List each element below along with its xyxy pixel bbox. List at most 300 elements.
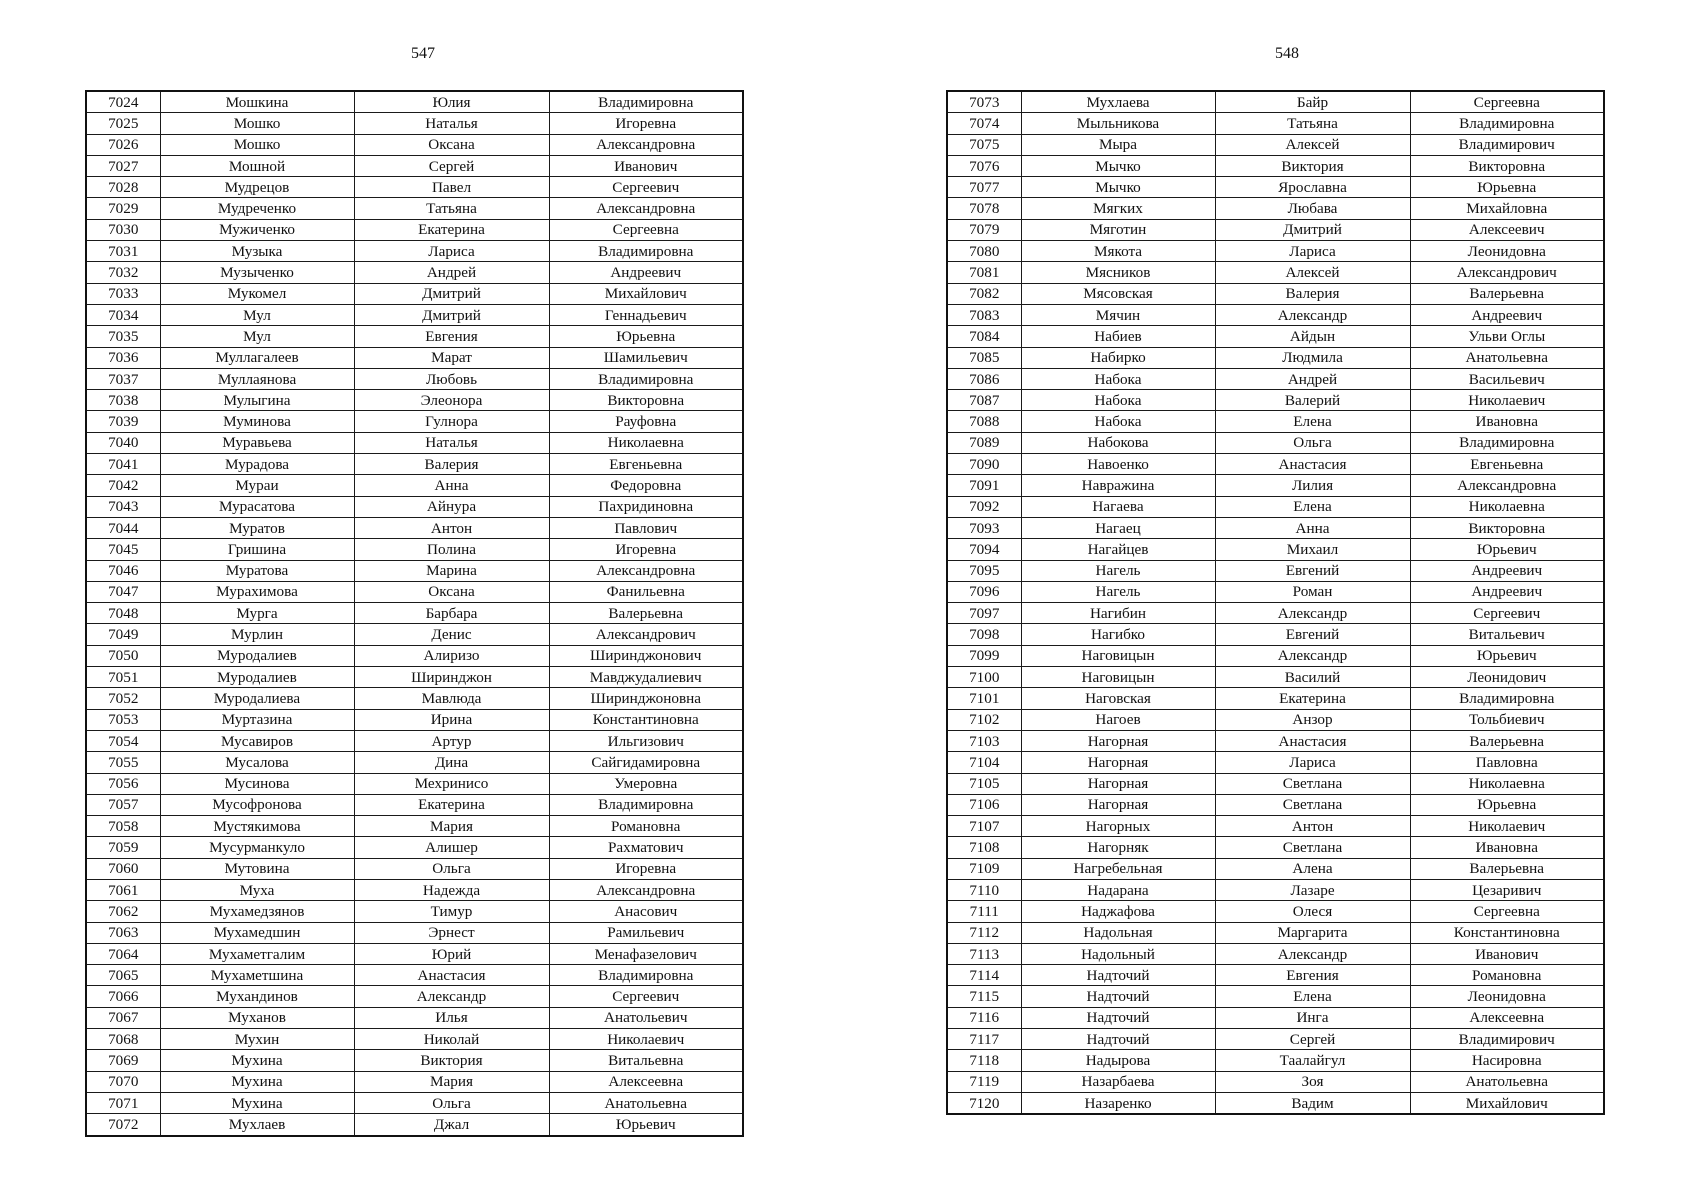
surname-cell: Мухамедзянов: [160, 901, 354, 922]
surname-cell: Мошко: [160, 134, 354, 155]
patronymic-cell: Алексеевич: [1410, 219, 1604, 240]
row-number-cell: 7066: [86, 986, 160, 1007]
table-row: [86, 432, 743, 453]
patronymic-cell: Сайгидамировна: [549, 752, 743, 773]
patronymic-cell: Игоревна: [549, 858, 743, 879]
table-row: [86, 134, 743, 155]
given-name-cell: Сергей: [1215, 1029, 1410, 1050]
surname-cell: Мухлаева: [1021, 91, 1215, 113]
surname-cell: Мусинова: [160, 773, 354, 794]
patronymic-cell: Сергеевич: [549, 177, 743, 198]
row-number-cell: 7030: [86, 219, 160, 240]
row-number-cell: 7103: [947, 730, 1021, 751]
patronymic-cell: Романовна: [549, 816, 743, 837]
table-row: [947, 624, 1604, 645]
given-name-cell: Елена: [1215, 411, 1410, 432]
table-row: [947, 155, 1604, 176]
row-number-cell: 7063: [86, 922, 160, 943]
surname-cell: Наговская: [1021, 688, 1215, 709]
row-number-cell: 7059: [86, 837, 160, 858]
given-name-cell: Александр: [1215, 943, 1410, 964]
surname-cell: Мурлин: [160, 624, 354, 645]
patronymic-cell: Владимировна: [549, 91, 743, 113]
table-row: [947, 603, 1604, 624]
given-name-cell: Валерия: [1215, 283, 1410, 304]
table-row: [947, 730, 1604, 751]
given-name-cell: Анастасия: [1215, 454, 1410, 475]
row-number-cell: 7084: [947, 326, 1021, 347]
row-number-cell: 7085: [947, 347, 1021, 368]
given-name-cell: Вадим: [1215, 1092, 1410, 1114]
given-name-cell: Татьяна: [354, 198, 549, 219]
surname-cell: Музыченко: [160, 262, 354, 283]
surname-cell: Мул: [160, 326, 354, 347]
given-name-cell: Ирина: [354, 709, 549, 730]
given-name-cell: Андрей: [354, 262, 549, 283]
patronymic-cell: Константиновна: [1410, 922, 1604, 943]
row-number-cell: 7092: [947, 496, 1021, 517]
surname-cell: Мухаметшина: [160, 965, 354, 986]
page-number-right: 548: [1275, 45, 1299, 62]
patronymic-cell: Ульви Оглы: [1410, 326, 1604, 347]
given-name-cell: Дмитрий: [354, 304, 549, 325]
given-name-cell: Полина: [354, 539, 549, 560]
table-row: [947, 688, 1604, 709]
given-name-cell: Айнура: [354, 496, 549, 517]
surname-cell: Музыка: [160, 241, 354, 262]
patronymic-cell: Леонидовна: [1410, 986, 1604, 1007]
surname-cell: Набока: [1021, 390, 1215, 411]
row-number-cell: 7027: [86, 155, 160, 176]
table-row: [86, 368, 743, 389]
row-number-cell: 7089: [947, 432, 1021, 453]
table-row: [86, 219, 743, 240]
table-row: [86, 517, 743, 538]
given-name-cell: Екатерина: [354, 219, 549, 240]
table-row: [86, 304, 743, 325]
patronymic-cell: Евгеньевна: [549, 454, 743, 475]
row-number-cell: 7086: [947, 368, 1021, 389]
table-row: [86, 283, 743, 304]
row-number-cell: 7105: [947, 773, 1021, 794]
table-row: [947, 752, 1604, 773]
patronymic-cell: Валерьевна: [1410, 858, 1604, 879]
patronymic-cell: Витальевич: [1410, 624, 1604, 645]
table-row: [947, 304, 1604, 325]
table-row: [947, 219, 1604, 240]
surname-cell: Мухамедшин: [160, 922, 354, 943]
patronymic-cell: Владимировна: [549, 368, 743, 389]
table-row: [947, 1071, 1604, 1092]
surname-cell: Мясников: [1021, 262, 1215, 283]
given-name-cell: Виктория: [1215, 155, 1410, 176]
table-row: [86, 709, 743, 730]
surname-cell: Мясовская: [1021, 283, 1215, 304]
table-row: [86, 688, 743, 709]
row-number-cell: 7104: [947, 752, 1021, 773]
table-row: [86, 241, 743, 262]
table-row: [86, 496, 743, 517]
surname-cell: Назарбаева: [1021, 1071, 1215, 1092]
row-number-cell: 7064: [86, 943, 160, 964]
given-name-cell: Василий: [1215, 667, 1410, 688]
surname-cell: Мычко: [1021, 155, 1215, 176]
surname-cell: Нагорных: [1021, 816, 1215, 837]
patronymic-cell: Николаевна: [549, 432, 743, 453]
patronymic-cell: Юрьевна: [549, 326, 743, 347]
patronymic-cell: Игоревна: [549, 539, 743, 560]
given-name-cell: Инга: [1215, 1007, 1410, 1028]
surname-cell: Муратов: [160, 517, 354, 538]
table-row: [86, 581, 743, 602]
given-name-cell: Илья: [354, 1007, 549, 1028]
given-name-cell: Анна: [354, 475, 549, 496]
surname-cell: Навражина: [1021, 475, 1215, 496]
patronymic-cell: Ивановна: [1410, 411, 1604, 432]
patronymic-cell: Сергеевна: [549, 219, 743, 240]
given-name-cell: Надежда: [354, 879, 549, 900]
table-row: [947, 475, 1604, 496]
surname-cell: Муллагалеев: [160, 347, 354, 368]
given-name-cell: Анастасия: [1215, 730, 1410, 751]
given-name-cell: Павел: [354, 177, 549, 198]
surname-cell: Нагорная: [1021, 730, 1215, 751]
row-number-cell: 7107: [947, 816, 1021, 837]
row-number-cell: 7065: [86, 965, 160, 986]
patronymic-cell: Михайлович: [549, 283, 743, 304]
given-name-cell: Лариса: [1215, 752, 1410, 773]
row-number-cell: 7032: [86, 262, 160, 283]
given-name-cell: Мехринисо: [354, 773, 549, 794]
surname-cell: Мухина: [160, 1050, 354, 1071]
surname-cell: Мошной: [160, 155, 354, 176]
surname-cell: Мякота: [1021, 241, 1215, 262]
row-number-cell: 7099: [947, 645, 1021, 666]
patronymic-cell: Александровна: [549, 198, 743, 219]
given-name-cell: Ярославна: [1215, 177, 1410, 198]
row-number-cell: 7091: [947, 475, 1021, 496]
patronymic-cell: Тольбиевич: [1410, 709, 1604, 730]
table-row: [86, 177, 743, 198]
row-number-cell: 7067: [86, 1007, 160, 1028]
table-row: [947, 177, 1604, 198]
table-row: [86, 667, 743, 688]
surname-cell: Надарана: [1021, 879, 1215, 900]
surname-cell: Нагибко: [1021, 624, 1215, 645]
given-name-cell: Сергей: [354, 155, 549, 176]
table-row: [947, 560, 1604, 581]
row-number-cell: 7100: [947, 667, 1021, 688]
surname-cell: Мухаметгалим: [160, 943, 354, 964]
table-row: [947, 837, 1604, 858]
given-name-cell: Ольга: [354, 858, 549, 879]
table-row: [947, 1029, 1604, 1050]
table-row: [86, 965, 743, 986]
patronymic-cell: Фанильевна: [549, 581, 743, 602]
surname-cell: Мукомел: [160, 283, 354, 304]
patronymic-cell: Витальевна: [549, 1050, 743, 1071]
surname-cell: Мутовина: [160, 858, 354, 879]
surname-cell: Мухандинов: [160, 986, 354, 1007]
table-row: [86, 262, 743, 283]
patronymic-cell: Владимирович: [1410, 1029, 1604, 1050]
given-name-cell: Гулнора: [354, 411, 549, 432]
given-name-cell: Тимур: [354, 901, 549, 922]
surname-cell: Муродалиева: [160, 688, 354, 709]
table-row: [947, 241, 1604, 262]
table-row: [86, 411, 743, 432]
surname-cell: Мусурманкуло: [160, 837, 354, 858]
patronymic-cell: Умеровна: [549, 773, 743, 794]
surname-cell: Муханов: [160, 1007, 354, 1028]
table-row: [86, 1029, 743, 1050]
table-row: [86, 454, 743, 475]
table-row: [947, 709, 1604, 730]
given-name-cell: Валерия: [354, 454, 549, 475]
patronymic-cell: Евгеньевна: [1410, 454, 1604, 475]
surname-cell: Набока: [1021, 411, 1215, 432]
patronymic-cell: Викторовна: [549, 390, 743, 411]
row-number-cell: 7108: [947, 837, 1021, 858]
row-number-cell: 7040: [86, 432, 160, 453]
given-name-cell: Михаил: [1215, 539, 1410, 560]
patronymic-cell: Пахридиновна: [549, 496, 743, 517]
row-number-cell: 7112: [947, 922, 1021, 943]
table-row: [86, 155, 743, 176]
table-row: [947, 113, 1604, 134]
patronymic-cell: Романовна: [1410, 965, 1604, 986]
surname-cell: Муха: [160, 879, 354, 900]
row-number-cell: 7051: [86, 667, 160, 688]
table-row: [86, 539, 743, 560]
row-number-cell: 7025: [86, 113, 160, 134]
row-number-cell: 7047: [86, 581, 160, 602]
row-number-cell: 7024: [86, 91, 160, 113]
patronymic-cell: Павловна: [1410, 752, 1604, 773]
given-name-cell: Айдын: [1215, 326, 1410, 347]
patronymic-cell: Анасович: [549, 901, 743, 922]
surname-cell: Надточий: [1021, 965, 1215, 986]
patronymic-cell: Ивановна: [1410, 837, 1604, 858]
patronymic-cell: Валерьевна: [549, 603, 743, 624]
patronymic-cell: Юрьевич: [1410, 539, 1604, 560]
patronymic-cell: Анатольевна: [1410, 1071, 1604, 1092]
surname-cell: Нагорная: [1021, 794, 1215, 815]
table-row: [86, 603, 743, 624]
patronymic-cell: Алексеевна: [549, 1071, 743, 1092]
row-number-cell: 7048: [86, 603, 160, 624]
patronymic-cell: Менафазелович: [549, 943, 743, 964]
given-name-cell: Алиризо: [354, 645, 549, 666]
given-name-cell: Элеонора: [354, 390, 549, 411]
row-number-cell: 7088: [947, 411, 1021, 432]
row-number-cell: 7080: [947, 241, 1021, 262]
given-name-cell: Людмила: [1215, 347, 1410, 368]
patronymic-cell: Иванович: [549, 155, 743, 176]
table-row: [86, 1071, 743, 1092]
table-row: [86, 773, 743, 794]
surname-cell: Мураи: [160, 475, 354, 496]
table-row: [947, 794, 1604, 815]
given-name-cell: Зоя: [1215, 1071, 1410, 1092]
given-name-cell: Антон: [1215, 816, 1410, 837]
given-name-cell: Светлана: [1215, 794, 1410, 815]
patronymic-cell: Викторовна: [1410, 517, 1604, 538]
row-number-cell: 7056: [86, 773, 160, 794]
patronymic-cell: Васильевич: [1410, 368, 1604, 389]
given-name-cell: Евгения: [354, 326, 549, 347]
table-row: [86, 1092, 743, 1113]
patronymic-cell: Рахматович: [549, 837, 743, 858]
patronymic-cell: Александрович: [549, 624, 743, 645]
row-number-cell: 7071: [86, 1092, 160, 1113]
surname-cell: Нагорная: [1021, 752, 1215, 773]
patronymic-cell: Андреевич: [549, 262, 743, 283]
patronymic-cell: Николаевич: [1410, 390, 1604, 411]
given-name-cell: Роман: [1215, 581, 1410, 602]
surname-cell: Навоенко: [1021, 454, 1215, 475]
row-number-cell: 7029: [86, 198, 160, 219]
patronymic-cell: Рауфовна: [549, 411, 743, 432]
table-row: [86, 901, 743, 922]
row-number-cell: 7050: [86, 645, 160, 666]
surname-cell: Нагаец: [1021, 517, 1215, 538]
surname-cell: Надточий: [1021, 1007, 1215, 1028]
patronymic-cell: Шамильевич: [549, 347, 743, 368]
table-row: [947, 432, 1604, 453]
row-number-cell: 7078: [947, 198, 1021, 219]
table-row: [86, 347, 743, 368]
given-name-cell: Дина: [354, 752, 549, 773]
given-name-cell: Марина: [354, 560, 549, 581]
given-name-cell: Ольга: [354, 1092, 549, 1113]
table-row: [86, 1050, 743, 1071]
row-number-cell: 7055: [86, 752, 160, 773]
given-name-cell: Лазаре: [1215, 879, 1410, 900]
surname-cell: Мурасатова: [160, 496, 354, 517]
row-number-cell: 7093: [947, 517, 1021, 538]
patronymic-cell: Константиновна: [549, 709, 743, 730]
row-number-cell: 7038: [86, 390, 160, 411]
patronymic-cell: Иванович: [1410, 943, 1604, 964]
surname-cell: Мужиченко: [160, 219, 354, 240]
row-number-cell: 7054: [86, 730, 160, 751]
surname-cell: Мусофронова: [160, 794, 354, 815]
surname-cell: Мухлаев: [160, 1114, 354, 1136]
given-name-cell: Мария: [354, 816, 549, 837]
table-row: [947, 922, 1604, 943]
given-name-cell: Оксана: [354, 581, 549, 602]
row-number-cell: 7077: [947, 177, 1021, 198]
patronymic-cell: Анатольевна: [549, 1092, 743, 1113]
patronymic-cell: Андреевич: [1410, 581, 1604, 602]
row-number-cell: 7119: [947, 1071, 1021, 1092]
given-name-cell: Ширинджон: [354, 667, 549, 688]
surname-cell: Назаренко: [1021, 1092, 1215, 1114]
table-row: [86, 730, 743, 751]
surname-cell: Мяготин: [1021, 219, 1215, 240]
given-name-cell: Светлана: [1215, 773, 1410, 794]
table-row: [947, 901, 1604, 922]
patronymic-cell: Андреевич: [1410, 560, 1604, 581]
table-row: [947, 667, 1604, 688]
table-row: [947, 262, 1604, 283]
table-row: [947, 965, 1604, 986]
patronymic-cell: Михайлович: [1410, 1092, 1604, 1114]
table-row: [86, 113, 743, 134]
given-name-cell: Антон: [354, 517, 549, 538]
table-row: [947, 326, 1604, 347]
table-row: [947, 347, 1604, 368]
given-name-cell: Александр: [354, 986, 549, 1007]
table-row: [947, 517, 1604, 538]
table-row: [86, 390, 743, 411]
surname-cell: Мусалова: [160, 752, 354, 773]
surname-cell: Мошко: [160, 113, 354, 134]
patronymic-cell: Рамильевич: [549, 922, 743, 943]
table-row: [947, 454, 1604, 475]
row-number-cell: 7117: [947, 1029, 1021, 1050]
table-row: [947, 368, 1604, 389]
table-row: [947, 581, 1604, 602]
patronymic-cell: Владимировна: [1410, 432, 1604, 453]
row-number-cell: 7082: [947, 283, 1021, 304]
row-number-cell: 7035: [86, 326, 160, 347]
given-name-cell: Марат: [354, 347, 549, 368]
given-name-cell: Александр: [1215, 603, 1410, 624]
row-number-cell: 7034: [86, 304, 160, 325]
table-row: [947, 645, 1604, 666]
surname-cell: Мудрецов: [160, 177, 354, 198]
surname-cell: Мыра: [1021, 134, 1215, 155]
given-name-cell: Любава: [1215, 198, 1410, 219]
table-row: [947, 1092, 1604, 1114]
surname-cell: Мыльникова: [1021, 113, 1215, 134]
surname-cell: Муродалиев: [160, 667, 354, 688]
surname-cell: Надточий: [1021, 1029, 1215, 1050]
given-name-cell: Эрнест: [354, 922, 549, 943]
surname-cell: Муравьева: [160, 432, 354, 453]
table-row: [947, 283, 1604, 304]
row-number-cell: 7031: [86, 241, 160, 262]
given-name-cell: Алена: [1215, 858, 1410, 879]
given-name-cell: Мария: [354, 1071, 549, 1092]
row-number-cell: 7083: [947, 304, 1021, 325]
patronymic-cell: Федоровна: [549, 475, 743, 496]
table-row: [947, 539, 1604, 560]
patronymic-cell: Ильгизович: [549, 730, 743, 751]
surname-cell: Нагель: [1021, 560, 1215, 581]
patronymic-cell: Владимировна: [1410, 688, 1604, 709]
patronymic-cell: Николаевич: [1410, 816, 1604, 837]
patronymic-cell: Андреевич: [1410, 304, 1604, 325]
row-number-cell: 7073: [947, 91, 1021, 113]
given-name-cell: Алексей: [1215, 134, 1410, 155]
row-number-cell: 7081: [947, 262, 1021, 283]
table-row: [947, 858, 1604, 879]
given-name-cell: Лариса: [354, 241, 549, 262]
patronymic-cell: Юрьевич: [1410, 645, 1604, 666]
patronymic-cell: Владимирович: [1410, 134, 1604, 155]
table-row: [947, 198, 1604, 219]
row-number-cell: 7028: [86, 177, 160, 198]
surname-cell: Муминова: [160, 411, 354, 432]
row-number-cell: 7079: [947, 219, 1021, 240]
patronymic-cell: Владимировна: [549, 241, 743, 262]
table-row: [86, 1114, 743, 1136]
given-name-cell: Светлана: [1215, 837, 1410, 858]
patronymic-cell: Сергеевна: [1410, 91, 1604, 113]
